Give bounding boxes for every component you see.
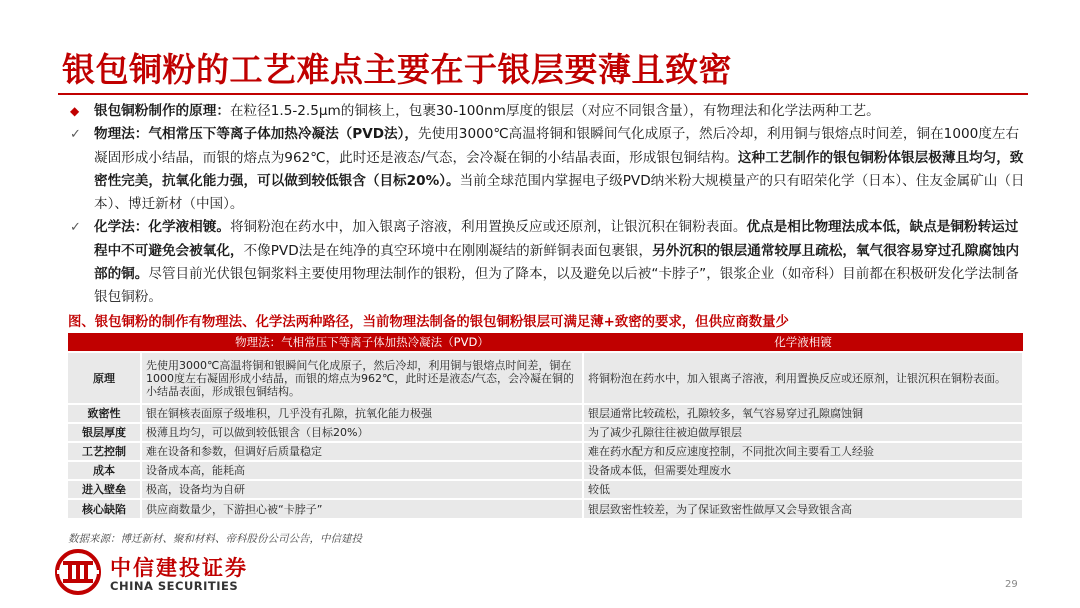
chemical-highlight-2: 另外沉积的银层通常较厚且疏松，氧气很容易穿过孔隙腐蚀内部的铜。 bbox=[94, 242, 1020, 283]
row-label: 进入壁垒 bbox=[68, 480, 141, 499]
bullet-physical bbox=[68, 123, 1028, 216]
table-row bbox=[68, 499, 1023, 518]
principle-label: 银包铜粉制作的原理： bbox=[94, 103, 230, 119]
table-row bbox=[68, 442, 1023, 461]
physical-cell: 供应商数量少，下游担心被“卡脖子” bbox=[141, 499, 583, 518]
table-row bbox=[68, 404, 1023, 423]
row-label: 工艺控制 bbox=[68, 442, 141, 461]
table-header-chemical: 化学液相镀 bbox=[583, 333, 1023, 352]
checkmark-bullet-icon: ✓ bbox=[70, 127, 81, 143]
table-row bbox=[68, 423, 1023, 442]
title-divider bbox=[58, 93, 1028, 95]
comparison-table bbox=[68, 333, 1024, 518]
physical-cell: 先使用3000℃高温将铜和银瞬间气化成原子，然后冷却，利用铜与银熔点时间差，铜在1000度左右凝固形成小结晶，而银的熔点为962℃，此时还是液态/气态，会冷凝在铜的小结晶表面，形成银包铜结构。 bbox=[141, 352, 583, 404]
physical-cell: 设备成本高，能耗高 bbox=[141, 461, 583, 480]
chemical-text-5: 尽管目前光伏银包铜浆料主要使用物理法制作的银粉，但为了降本，以及避免以后被“卡脖子”，银浆企业（如帝科）目前都在积极研发化学法制备银包铜粉。 bbox=[94, 266, 1019, 306]
physical-text-3: 当前全球范围内掌握电子级PVD纳米粉大规模量产的只有昭荣化学（日本）、住友金属矿山（日本）、博迁新材（中国）。 bbox=[94, 172, 1025, 213]
checkmark-bullet-icon: ✓ bbox=[70, 220, 81, 236]
row-label: 原理 bbox=[68, 352, 141, 404]
table-row bbox=[68, 352, 1023, 404]
chemical-cell: 难在药水配方和反应速度控制，不同批次间主要看工人经验 bbox=[583, 442, 1023, 461]
diamond-bullet-icon: ◆ bbox=[70, 104, 80, 118]
page-title: 银包铜粉的工艺难点主要在于银层要薄且致密 bbox=[62, 50, 732, 89]
physical-cell: 极薄且均匀，可以做到较低银含（目标20%） bbox=[141, 423, 583, 442]
brand-name-cn: 中信建投证券 bbox=[110, 556, 248, 580]
row-label: 致密性 bbox=[68, 404, 141, 423]
data-source-note: 数据来源：博迁新材、聚和材料、帝科股份公司公告，中信建投 bbox=[68, 533, 362, 545]
chemical-cell: 为了减少孔隙往往被迫做厚银层 bbox=[583, 423, 1023, 442]
chemical-cell: 设备成本低，但需要处理废水 bbox=[583, 461, 1023, 480]
chemical-highlight-1: 优点是相比物理法成本低，缺点是铜粉转运过程中不可避免会被氧化， bbox=[94, 219, 1019, 259]
table-header-row bbox=[68, 333, 1023, 352]
figure-caption: 图、银包铜粉的制作有物理法、化学法两种路径，当前物理法制备的银包铜粉银层可满足薄+致密的要求，但供应商数量少 bbox=[68, 315, 789, 330]
bullet-list bbox=[68, 100, 1028, 310]
physical-cell: 银在铜核表面原子级堆积，几乎没有孔隙，抗氧化能力极强 bbox=[141, 404, 583, 423]
table-header-physical: 物理法：气相常压下等离子体加热冷凝法（PVD） bbox=[141, 333, 583, 352]
physical-label: 物理法：气相常压下等离子体加热冷凝法（PVD法）， bbox=[94, 126, 419, 143]
citic-logo-icon bbox=[54, 548, 102, 596]
chemical-text-1: 将铜粉泡在药水中，加入银离子溶液，利用置换反应或还原剂，让银沉积在铜粉表面。 bbox=[229, 219, 747, 236]
bullet-principle bbox=[68, 100, 1028, 123]
row-label: 核心缺陷 bbox=[68, 499, 141, 518]
chemical-cell: 银层致密性较差，为了保证致密性做厚又会导致银含高 bbox=[583, 499, 1023, 518]
chemical-cell: 将铜粉泡在药水中，加入银离子溶液，利用置换反应或还原剂，让银沉积在铜粉表面。 bbox=[583, 352, 1023, 404]
row-label: 银层厚度 bbox=[68, 423, 141, 442]
chemical-cell: 较低 bbox=[583, 480, 1023, 499]
row-label: 成本 bbox=[68, 461, 141, 480]
chemical-cell: 银层通常比较疏松，孔隙较多，氧气容易穿过孔隙腐蚀铜 bbox=[583, 404, 1023, 423]
physical-highlight: 这种工艺制作的银包铜粉体银层极薄且均匀，致密性完美，抗氧化能力强，可以做到较低银含（目标20%）。 bbox=[94, 149, 1024, 189]
chemical-label: 化学法：化学液相镀。 bbox=[94, 219, 230, 236]
brand-name-en: CHINA SECURITIES bbox=[110, 579, 239, 593]
table-header-blank bbox=[68, 333, 141, 352]
principle-text: 在粒径1.5-2.5μm的铜核上，包裹30-100nm厚度的银层（对应不同银含量），有物理法和化学法两种工艺。 bbox=[229, 103, 880, 119]
chemical-text-3: 不像PVD法是在纯净的真空环境中在刚刚凝结的新鲜铜表面包裹银， bbox=[243, 242, 653, 259]
physical-cell: 难在设备和参数，但调好后质量稳定 bbox=[141, 442, 583, 461]
physical-cell: 极高，设备均为自研 bbox=[141, 480, 583, 499]
table-row bbox=[68, 461, 1023, 480]
bullet-chemical bbox=[68, 216, 1028, 309]
page-number: 29 bbox=[1005, 579, 1018, 590]
table-row bbox=[68, 480, 1023, 499]
physical-text-1: 先使用3000℃高温将铜和银瞬间气化成原子，然后冷却，利用铜与银熔点时间差，铜在1000度左右凝固形成小结晶，而银的熔点为962℃，此时还是液态/气态，会冷凝在铜的小结晶表面，形成银包铜结构。 bbox=[94, 126, 1020, 166]
